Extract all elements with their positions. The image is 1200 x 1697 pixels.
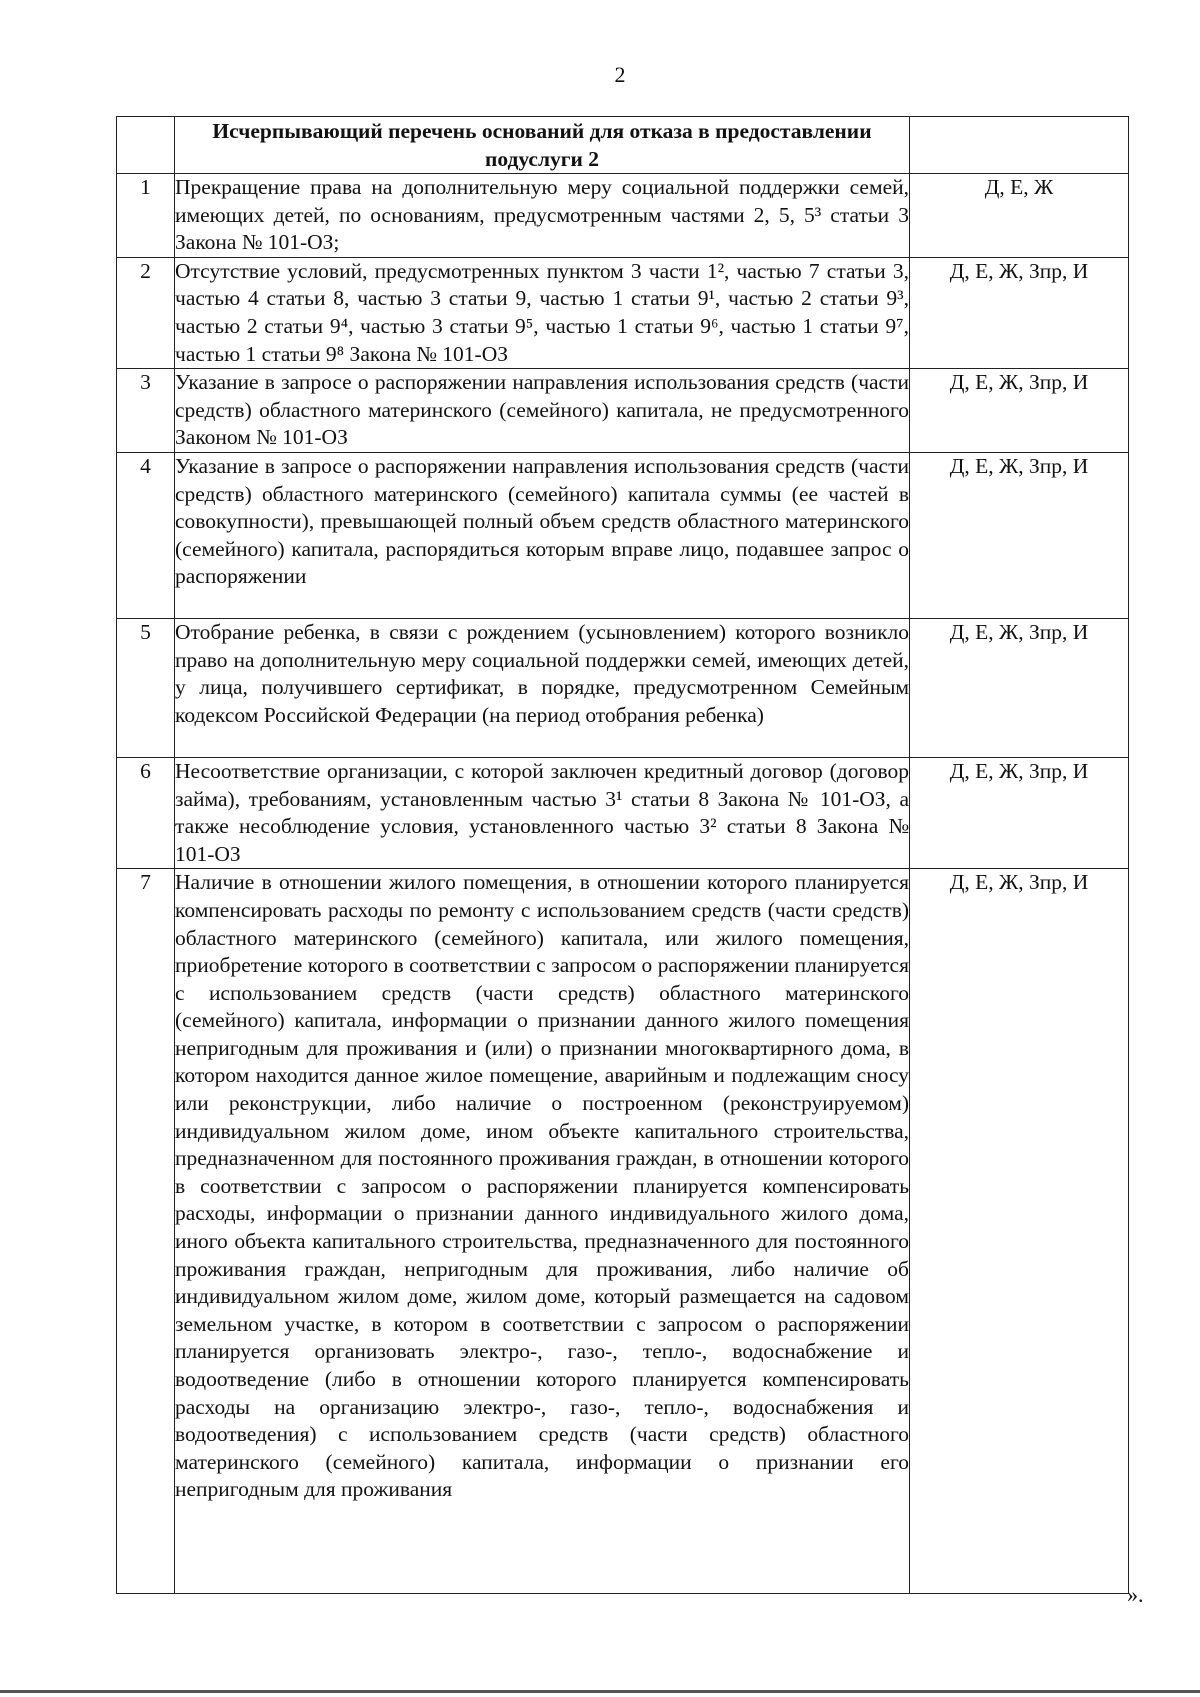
row-codes: Д, Е, Ж, Зпр, И bbox=[910, 369, 1129, 453]
row-number: 1 bbox=[117, 174, 175, 258]
row-text: Наличие в отношении жилого помещения, в отношении которого планируется компенсировать расходы по ремонту с использованием средств (части средств) областного материнского (семейного) капитала, или жилого помещения, приобретение которого в соответствии с запросом о распоряжении планируется с использованием средств (части средств) областного материнского (семейного) капитала, информации о признании данного жилого помещения непригодным для проживания и (или) о признании многоквартирного дома, в котором находится данное жилое помещение, аварийным и подлежащим сносу или реконструкции, либо наличие о построенном (реконструируемом) индивидуальном жилом доме, ином объекте капитального строительства, предназначенном для постоянного проживания граждан, в отношении которого в соответствии с запросом о распоряжении планируется компенсировать расходы, информации о признании данного индивидуального жилого дома, иного объекта капитального строительства, предназначенного для постоянного проживания граждан, непригодным для проживания, либо наличие об индивидуальном жилом доме, жилом доме, который размещается на садовом земельном участке, в котором в соответствии с запросом о распоряжении планируется организовать электро-, газо-, тепло-, водоснабжение и водоотведение (либо в отношении которого планируется компенсировать расходы на организацию электро-, газо-, тепло-, водоснабжения и водоотведения) с использованием средств (части средств) областного материнского (семейного) капитала, информации о признании его непригодным для проживания bbox=[175, 869, 910, 1594]
row-codes: Д, Е, Ж, Зпр, И bbox=[910, 618, 1129, 757]
row-number: 2 bbox=[117, 257, 175, 368]
header-codes-cell bbox=[910, 117, 1129, 174]
table-row bbox=[117, 257, 1129, 368]
page-number: 2 bbox=[614, 62, 626, 87]
row-text: Указание в запросе о распоряжении направления использования средств (части средств) областного материнского (семейного) капитала, не предусмотренного Законом № 101-ОЗ bbox=[175, 369, 910, 453]
closing-quote-mark: ». bbox=[1127, 1582, 1144, 1607]
table-row bbox=[117, 452, 1129, 618]
row-number: 7 bbox=[117, 869, 175, 1594]
row-text: Указание в запросе о распоряжении направления использования средств (части средств) областного материнского (семейного) капитала суммы (ее частей в совокупности), превышающей полный объем средств областного материнского (семейного) капитала, распорядиться которым вправе лицо, подавшее запрос о распоряжении bbox=[175, 452, 910, 618]
table-row bbox=[117, 618, 1129, 757]
row-text: Отсутствие условий, предусмотренных пунктом 3 части 1², частью 7 статьи 3, частью 4 статьи 8, частью 3 статьи 9, частью 1 статьи 9¹, частью 2 статьи 9³, частью 2 статьи 9⁴, частью 3 статьи 9⁵, частью 1 статьи 9⁶, частью 1 статьи 9⁷, частью 1 статьи 9⁸ Закона № 101-ОЗ bbox=[175, 257, 910, 368]
table-header-title: Исчерпывающий перечень оснований для отказа в предоставлении подуслуги 2 bbox=[175, 117, 910, 174]
row-codes: Д, Е, Ж, Зпр, И bbox=[910, 869, 1129, 1594]
row-text: Отобрание ребенка, в связи с рождением (усыновлением) которого возникло право на дополнительную меру социальной поддержки семей, имеющих детей, у лица, получившего сертификат, в порядке, предусмотренном Семейным кодексом Российской Федерации (на период отобрания ребенка) bbox=[175, 618, 910, 757]
row-text: Прекращение права на дополнительную меру социальной поддержки семей, имеющих детей, по основаниям, предусмотренным частями 2, 5, 5³ статьи 3 Закона № 101-ОЗ; bbox=[175, 174, 910, 258]
row-number: 5 bbox=[117, 618, 175, 757]
table-row bbox=[117, 869, 1129, 1594]
row-codes: Д, Е, Ж, Зпр, И bbox=[910, 757, 1129, 868]
row-number: 4 bbox=[117, 452, 175, 618]
row-codes: Д, Е, Ж, Зпр, И bbox=[910, 257, 1129, 368]
grounds-table bbox=[116, 116, 1129, 1594]
row-text: Несоответствие организации, с которой заключен кредитный договор (договор займа), требованиям, установленным частью 3¹ статьи 8 Закона № 101-ОЗ, а также несоблюдение условия, установленного частью 3² статьи 8 Закона № 101-ОЗ bbox=[175, 757, 910, 868]
table-row bbox=[117, 369, 1129, 453]
row-codes: Д, Е, Ж, Зпр, И bbox=[910, 452, 1129, 618]
bottom-divider bbox=[0, 1690, 1200, 1693]
table-row bbox=[117, 757, 1129, 868]
row-number: 3 bbox=[117, 369, 175, 453]
row-number: 6 bbox=[117, 757, 175, 868]
row-codes: Д, Е, Ж bbox=[910, 174, 1129, 258]
table-header-row bbox=[117, 117, 1129, 174]
table-row bbox=[117, 174, 1129, 258]
header-number-cell bbox=[117, 117, 175, 174]
